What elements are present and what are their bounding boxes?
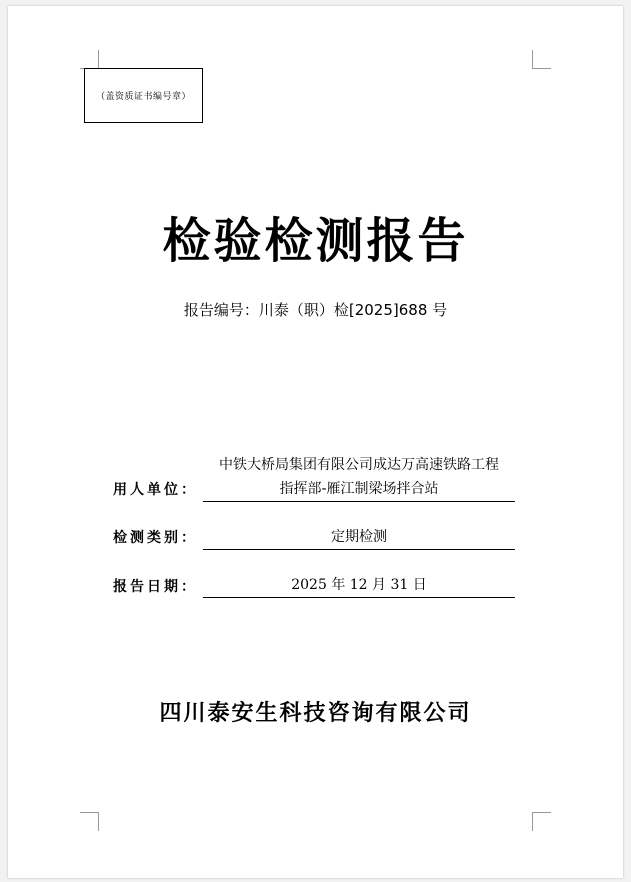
client-value [203, 453, 515, 502]
company-name: 四川泰安生科技咨询有限公司 [159, 700, 472, 726]
report-number: 报告编号：川泰（职）检[2025]688 号 [183, 301, 448, 319]
margin-mark-bottom-left [80, 812, 99, 831]
margin-mark-top-left [80, 50, 99, 69]
date-value: 2025 年 12 月 31 日 [203, 573, 515, 598]
date-label: 报告日期： [113, 579, 198, 595]
category-value: 定期检测 [203, 525, 515, 550]
client-label: 用人单位： [113, 482, 198, 498]
margin-mark-bottom-right [532, 812, 551, 831]
stamp-placeholder-text: （盖资质证书编号章） [95, 92, 191, 102]
category-label: 检测类别： [113, 530, 198, 546]
client-value-line1: 中铁大桥局集团有限公司成达万高速铁路工程 [219, 457, 499, 473]
report-title: 检验检测报告 [162, 213, 469, 269]
stamp-placeholder-box [84, 68, 203, 123]
margin-mark-top-right [532, 50, 551, 69]
client-value-line2: 指挥部-雁江制梁场拌合站 [279, 481, 439, 497]
document-page [8, 6, 623, 878]
